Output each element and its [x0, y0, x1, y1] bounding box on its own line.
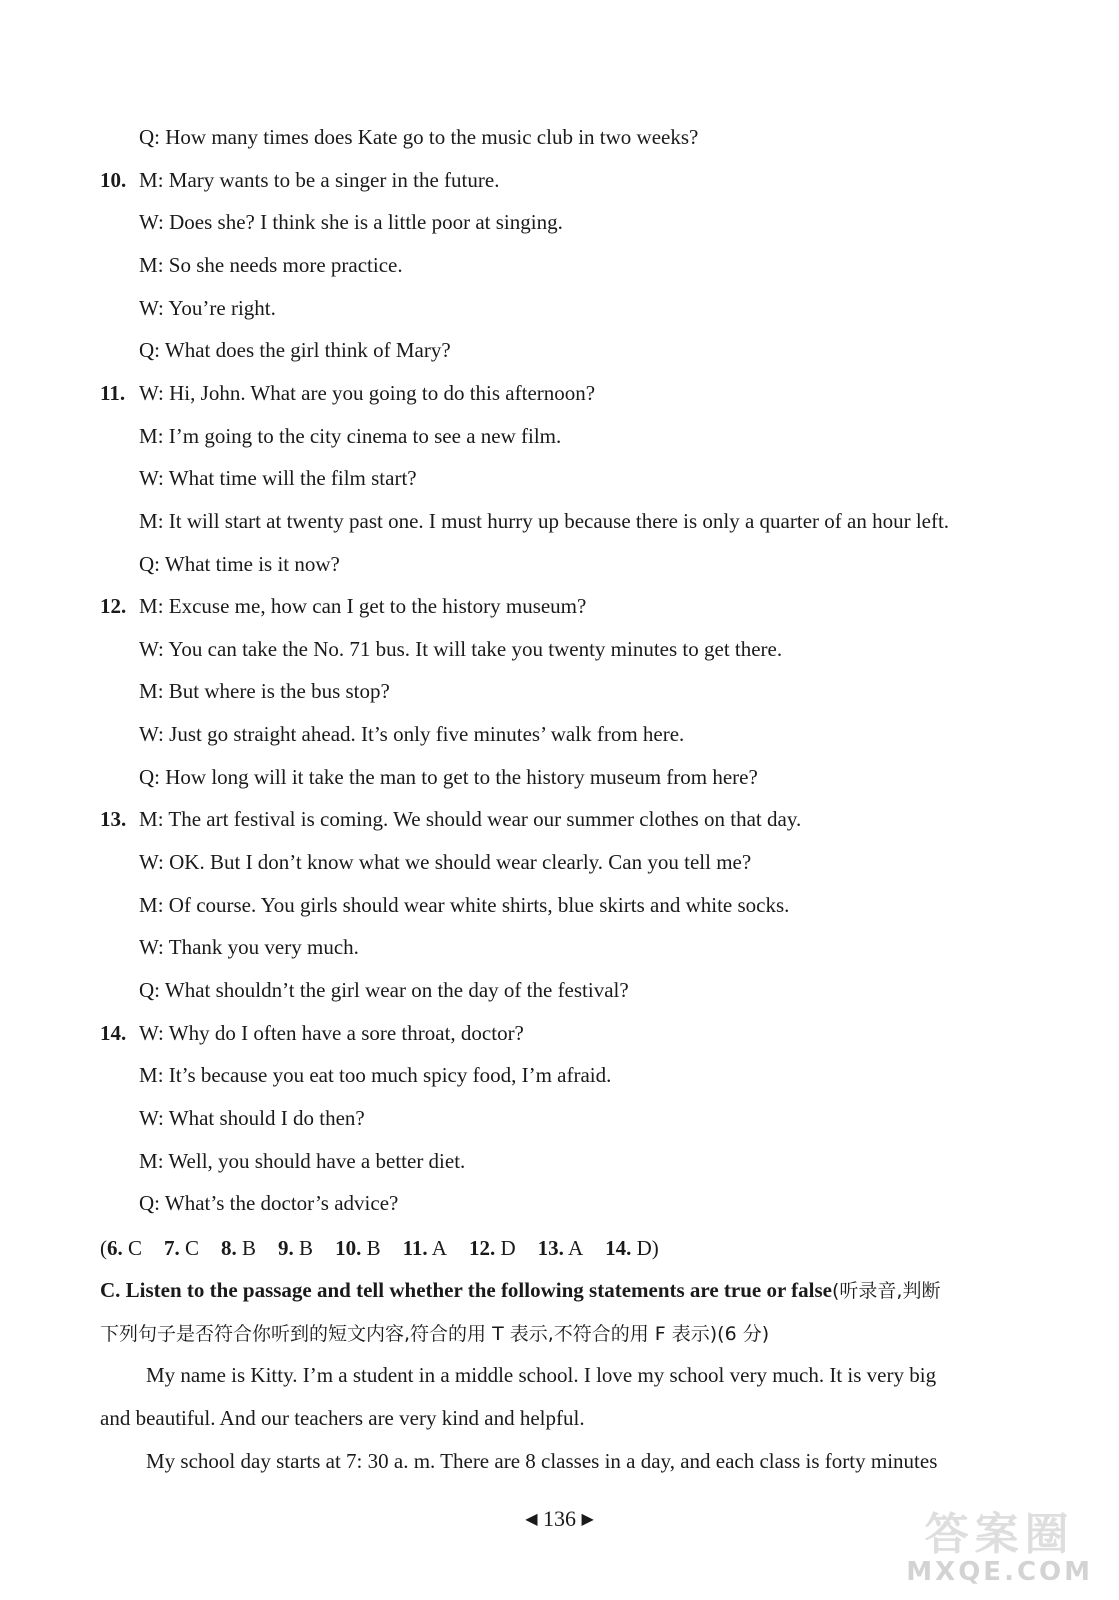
utterance	[139, 1190, 398, 1216]
utterance-text: Mary wants to be a singer in the future.	[168, 167, 500, 192]
speaker-label: M	[139, 423, 158, 448]
speaker-colon: :	[154, 551, 165, 576]
speaker-label: M	[139, 508, 158, 533]
utterance-text: You’re right.	[168, 295, 276, 320]
question-number: 14.	[100, 1020, 127, 1045]
answer-choice: A	[431, 1236, 447, 1260]
utterance	[139, 934, 359, 960]
speaker-label: M	[139, 167, 158, 192]
utterance	[139, 806, 801, 832]
utterance-text: What should I do then?	[168, 1105, 365, 1130]
speaker-label: Q	[139, 978, 155, 1002]
speaker-colon: :	[157, 807, 169, 832]
utterance	[139, 636, 782, 662]
speaker-label: W	[139, 636, 159, 661]
speaker-label: Q	[139, 125, 155, 149]
answer-number: 13.	[537, 1236, 564, 1260]
passage-line-2: and beautiful. And our teachers are very kind and helpful.	[100, 1406, 585, 1430]
question-number: 12.	[100, 594, 127, 619]
speaker-colon: :	[157, 1148, 169, 1173]
speaker-colon: :	[157, 679, 169, 704]
utterance	[139, 1020, 524, 1046]
section-c-title	[100, 1277, 940, 1304]
next-page-arrow-icon: ▶	[581, 1511, 594, 1528]
utterance-text: How long will it take the man to get to the history museum from here?	[165, 764, 758, 789]
speaker-label: M	[139, 1148, 158, 1173]
utterance-text: Thank you very much.	[168, 935, 359, 960]
utterance	[139, 508, 949, 534]
answer-item	[403, 1236, 447, 1260]
utterance	[139, 1062, 611, 1088]
utterance	[139, 124, 698, 150]
utterance-text: Excuse me, how can I get to the history museum?	[168, 594, 587, 619]
answer-item	[335, 1236, 381, 1260]
answer-open-paren: (	[100, 1236, 107, 1260]
answer-choice: A	[567, 1236, 584, 1260]
speaker-label: W	[139, 466, 159, 491]
answer-choice: B	[366, 1236, 381, 1260]
speaker-label: W	[139, 380, 159, 405]
utterance-text: Does she? I think she is a little poor at singing.	[169, 210, 563, 235]
speaker-colon: :	[157, 892, 169, 917]
speaker-colon: :	[158, 210, 170, 235]
speaker-label: W	[139, 210, 159, 235]
answer-number: 8.	[221, 1236, 237, 1260]
speaker-label: M	[139, 594, 158, 619]
speaker-label: W	[139, 935, 159, 960]
speaker-colon: :	[154, 338, 165, 363]
utterance	[139, 551, 340, 577]
utterance	[139, 678, 390, 704]
speaker-colon: :	[158, 1020, 169, 1045]
utterance-text: What’s the doctor’s advice?	[164, 1191, 399, 1216]
utterance	[139, 1148, 465, 1174]
answer-item	[221, 1236, 256, 1260]
watermark-logo	[906, 1509, 1093, 1587]
utterance	[139, 167, 499, 193]
watermark-bottom: MXQE.COM	[906, 1557, 1093, 1587]
watermark-top: 答案圈	[924, 1509, 1075, 1560]
question-number: 11.	[100, 380, 126, 405]
section-c-title-cn: (听录音,判断	[832, 1280, 941, 1302]
utterance	[139, 337, 451, 363]
utterance-text: It will start at twenty past one. I must hurry up because there is only a quarter of an hour left.	[168, 508, 950, 533]
speaker-label: W	[139, 722, 159, 747]
speaker-label: W	[139, 850, 159, 875]
answer-choice: C	[185, 1236, 200, 1260]
answer-number: 7.	[164, 1236, 180, 1260]
answer-key	[100, 1235, 659, 1261]
speaker-label: M	[139, 679, 158, 704]
answer-number: 14.	[605, 1236, 632, 1260]
answer-number: 12.	[468, 1236, 496, 1260]
answer-item	[469, 1236, 516, 1260]
utterance-text: So she needs more practice.	[168, 252, 403, 277]
speaker-label: W	[139, 1105, 159, 1130]
answer-item	[538, 1236, 584, 1260]
utterance-text: OK. But I don’t know what we should wear clearly. Can you tell me?	[169, 850, 752, 875]
speaker-colon: :	[154, 978, 165, 1002]
utterance-text: How many times does Kate go to the music club in two weeks?	[165, 125, 699, 149]
speaker-colon: :	[158, 1105, 169, 1130]
answer-choice: B	[299, 1236, 314, 1260]
utterance	[139, 593, 586, 619]
question-number: 13.	[100, 807, 127, 832]
answer-item	[278, 1236, 313, 1260]
utterance	[139, 1105, 365, 1131]
speaker-colon: :	[154, 125, 166, 149]
speaker-label: Q	[139, 338, 155, 363]
answer-number: 10.	[335, 1236, 362, 1260]
utterance	[139, 423, 561, 449]
question-number: 10.	[100, 167, 127, 192]
answer-number: 6.	[107, 1236, 123, 1260]
speaker-colon: :	[158, 850, 170, 875]
utterance-text: The art festival is coming. We should wear our summer clothes on that day.	[168, 807, 802, 832]
answer-choice: C	[128, 1236, 143, 1260]
speaker-colon: :	[158, 935, 169, 960]
utterance-text: I’m going to the city cinema to see a new film.	[168, 423, 562, 448]
speaker-label: Q	[139, 551, 155, 576]
speaker-colon: :	[157, 167, 169, 192]
speaker-colon: :	[157, 508, 169, 533]
speaker-colon: :	[154, 764, 166, 789]
utterance-text: Of course. You girls should wear white shirts, blue skirts and white socks.	[168, 892, 790, 917]
utterance-text: You can take the No. 71 bus. It will take you twenty minutes to get there.	[168, 636, 783, 661]
prev-page-arrow-icon: ◀	[525, 1511, 538, 1528]
utterance-text: What shouldn’t the girl wear on the day of the festival?	[164, 978, 629, 1002]
answer-close-paren: )	[651, 1236, 659, 1260]
speaker-label: M	[139, 807, 158, 832]
speaker-label: M	[139, 892, 158, 917]
answer-item	[107, 1236, 142, 1260]
speaker-colon: :	[157, 1063, 169, 1088]
utterance-text: But where is the bus stop?	[168, 679, 390, 704]
passage-line-1: My name is Kitty. I’m a student in a middle school. I love my school very much. It is very big	[146, 1363, 937, 1387]
passage-line-3: My school day starts at 7: 30 a. m. There are 8 classes in a day, and each class is forty minutes	[146, 1449, 938, 1473]
speaker-colon: :	[158, 380, 170, 405]
utterance	[139, 252, 403, 278]
section-c-instructions: 下列句子是否符合你听到的短文内容,符合的用 T 表示,不符合的用 F 表示)(6 分)	[100, 1323, 770, 1345]
utterance	[139, 295, 276, 321]
utterance	[139, 209, 563, 235]
answer-item	[164, 1236, 199, 1260]
utterance	[139, 764, 758, 790]
page-number: 136	[543, 1506, 576, 1531]
utterance	[139, 465, 417, 491]
utterance	[139, 721, 684, 747]
speaker-colon: :	[158, 722, 170, 747]
speaker-colon: :	[157, 252, 169, 277]
speaker-colon: :	[157, 594, 169, 619]
speaker-label: M	[139, 252, 158, 277]
answer-item	[605, 1236, 652, 1260]
answer-choice: D	[636, 1236, 652, 1260]
utterance-text: What does the girl think of Mary?	[164, 338, 451, 363]
speaker-label: W	[139, 1020, 159, 1045]
utterance-text: What time is it now?	[164, 551, 340, 576]
answer-choice: B	[242, 1236, 257, 1260]
speaker-label: Q	[139, 764, 155, 789]
answer-number: 11.	[402, 1236, 428, 1260]
answer-number: 9.	[278, 1236, 294, 1260]
speaker-label: Q	[139, 1191, 155, 1216]
speaker-colon: :	[157, 423, 169, 448]
speaker-colon: :	[158, 295, 169, 320]
utterance-text: Well, you should have a better diet.	[168, 1148, 466, 1173]
utterance	[139, 892, 789, 918]
speaker-label: W	[139, 295, 159, 320]
speaker-colon: :	[158, 466, 169, 491]
utterance	[139, 849, 751, 875]
utterance-text: It’s because you eat too much spicy food, I’m afraid.	[168, 1063, 612, 1088]
utterance-text: Why do I often have a sore throat, doctor?	[168, 1020, 524, 1045]
section-c-title-en: C. Listen to the passage and tell whether the following statements are true or false	[100, 1278, 833, 1302]
utterance-text: What time will the film start?	[168, 466, 417, 491]
utterance	[139, 380, 595, 406]
answer-choice: D	[500, 1236, 516, 1260]
speaker-colon: :	[154, 1191, 165, 1216]
speaker-colon: :	[158, 636, 169, 661]
utterance-text: Hi, John. What are you going to do this afternoon?	[169, 380, 596, 405]
utterance-text: Just go straight ahead. It’s only five minutes’ walk from here.	[169, 722, 685, 747]
utterance	[139, 977, 629, 1003]
speaker-label: M	[139, 1063, 158, 1088]
